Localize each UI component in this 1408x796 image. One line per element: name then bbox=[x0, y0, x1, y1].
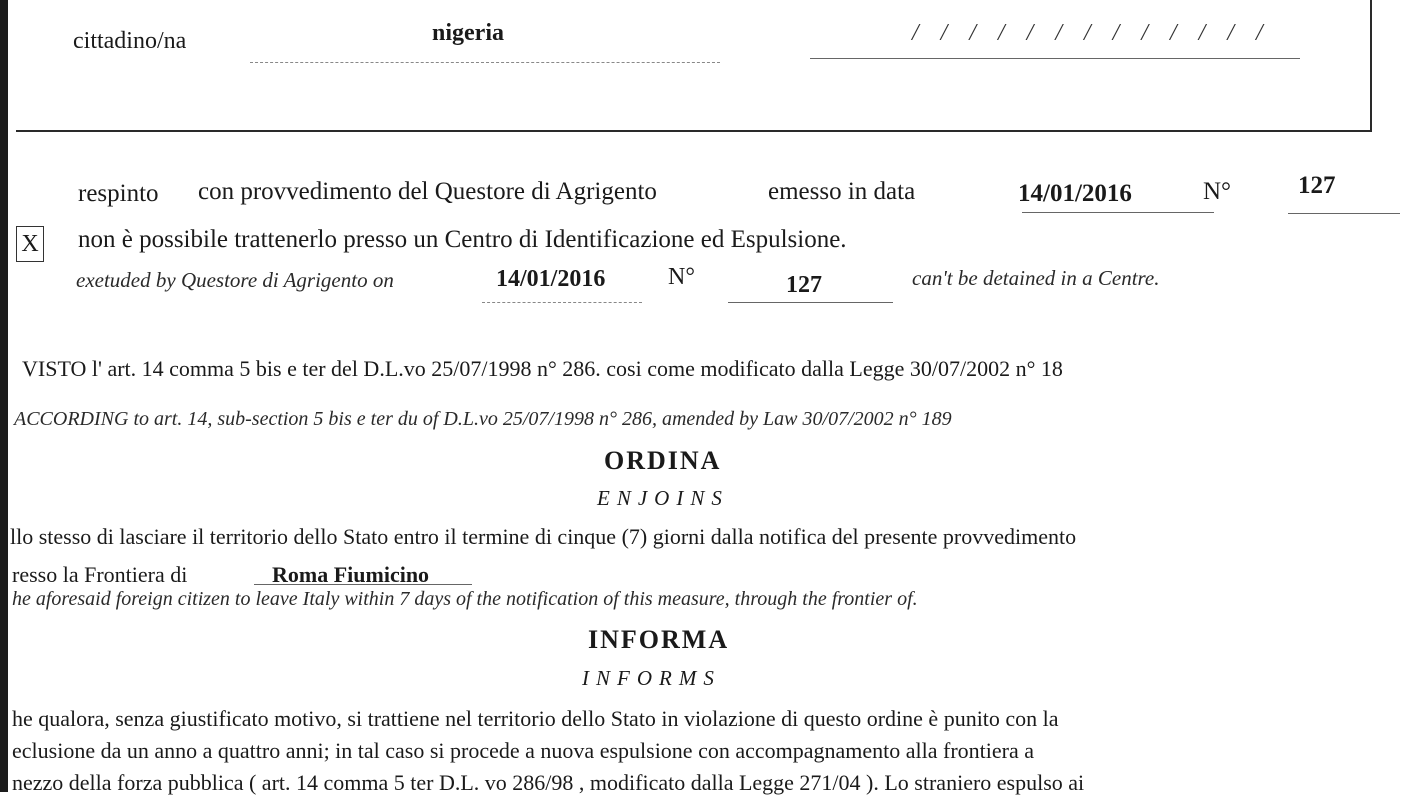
number-label: N° bbox=[1203, 178, 1232, 205]
visto-text: VISTO l' art. 14 comma 5 bis e ter del D.L.vo 25/07/1998 n° 286. cosi come modificato dalla Legge 30/07/2002 n° 18 bbox=[22, 356, 1063, 381]
english-date: 14/01/2016 bbox=[496, 266, 606, 292]
date-underline bbox=[1022, 212, 1214, 213]
citizenship-underline bbox=[250, 62, 720, 63]
english-number: 127 bbox=[786, 272, 822, 298]
according-text: ACCORDING to art. 14, sub-section 5 bis e ter du of D.L.vo 25/07/1998 n° 286, amended by Law 30/07/2002 n° 189 bbox=[14, 408, 952, 430]
informs-subheading: INFORMS bbox=[582, 666, 721, 690]
english-rejection-text: exetuded by Questore di Agrigento on bbox=[76, 268, 394, 292]
rejection-date: 14/01/2016 bbox=[1018, 180, 1132, 207]
ordina-heading: ORDINA bbox=[604, 446, 722, 475]
ordina-text-line1: llo stesso di lasciare il territorio dello Stato entro il termine di cinque (7) giorni dalla notifica del presente provvedimento bbox=[10, 524, 1077, 549]
ordina-english-text: he aforesaid foreign citizen to leave Italy within 7 days of the notification of this measure, through the frontier of. bbox=[12, 588, 918, 610]
english-detention-text: can't be detained in a Centre. bbox=[912, 266, 1160, 290]
informa-heading: INFORMA bbox=[588, 625, 730, 654]
citizenship-label: cittadino/na bbox=[73, 28, 187, 54]
emesso-label: emesso in data bbox=[768, 178, 916, 205]
scan-left-border bbox=[0, 0, 8, 792]
ordina-text-line2: resso la Frontiera di bbox=[12, 562, 188, 587]
respinto-label: respinto bbox=[78, 180, 159, 207]
frontier-underline bbox=[254, 584, 472, 585]
rejection-number: 127 bbox=[1298, 172, 1336, 199]
detention-text: non è possibile trattenerlo presso un Centro di Identificazione ed Espulsione. bbox=[78, 226, 847, 253]
english-number-label: N° bbox=[668, 264, 695, 290]
checkbox-mark: X bbox=[21, 230, 39, 257]
informa-text-line1: he qualora, senza giustificato motivo, si trattiene nel territorio dello Stato in violazione di questo ordine è punito con la bbox=[12, 706, 1059, 731]
citizenship-value: nigeria bbox=[432, 20, 504, 46]
informa-text-line3: nezzo della forza pubblica ( art. 14 comma 5 ter D.L. vo 286/98 , modificato dalla Legge 271/04 ). Lo straniero espulso ai bbox=[12, 770, 1085, 795]
number-underline bbox=[1288, 213, 1400, 214]
informa-text-line2: eclusione da un anno a quattro anni; in tal caso si procede a nuova espulsione con accompagnamento alla frontiera a bbox=[12, 738, 1035, 763]
second-field-underline bbox=[810, 58, 1300, 59]
detention-checkbox bbox=[16, 226, 44, 262]
frontier-value: Roma Fiumicino bbox=[272, 562, 430, 587]
english-date-underline bbox=[482, 302, 642, 303]
enjoins-subheading: ENJOINS bbox=[597, 486, 729, 510]
rejection-text: con provvedimento del Questore di Agrigento bbox=[198, 178, 657, 205]
blank-field-marks: / / / / / / / / / / / / / bbox=[912, 20, 1271, 46]
english-number-underline bbox=[728, 302, 893, 303]
